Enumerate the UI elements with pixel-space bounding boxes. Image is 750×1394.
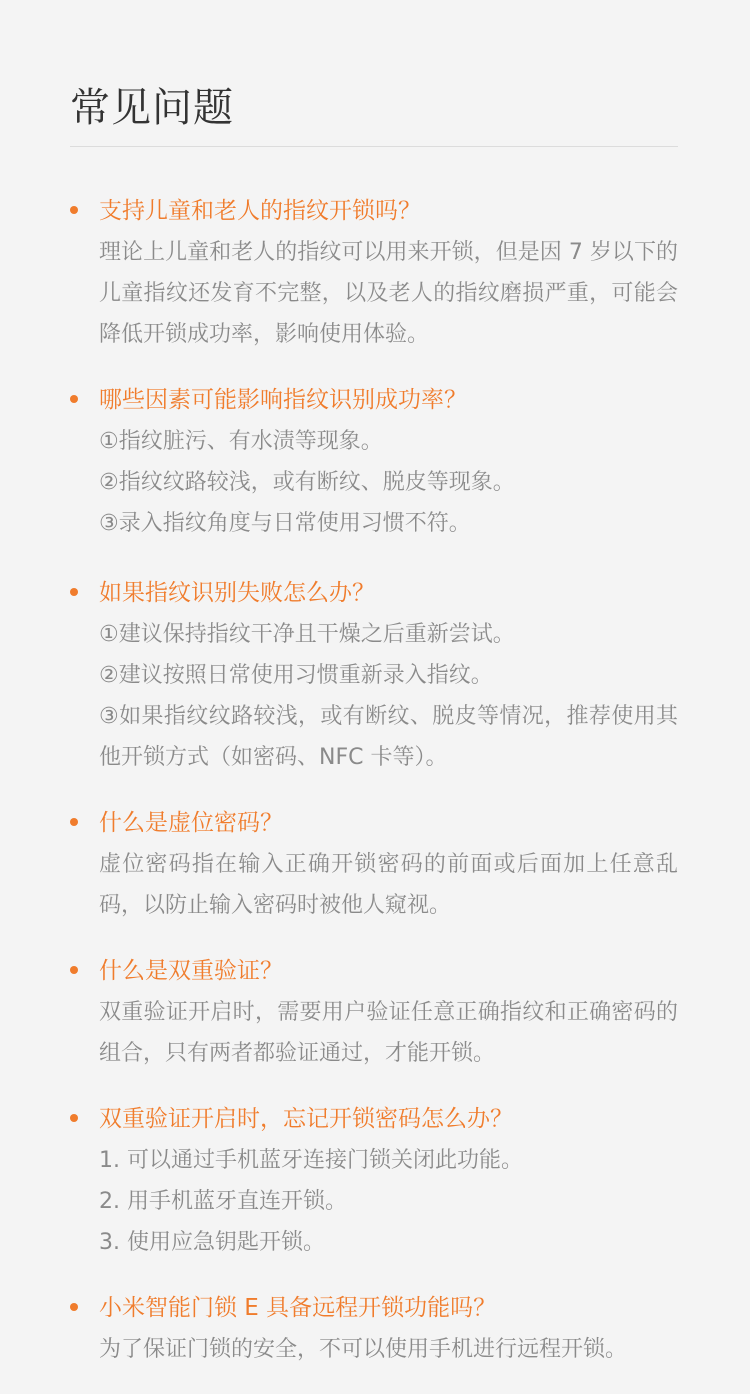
faq-item — [70, 950, 678, 1074]
faq-question: 双重验证开启时，忘记开锁密码怎么办？ — [99, 1106, 513, 1132]
faq-item — [70, 802, 678, 926]
bullet-icon — [70, 206, 78, 214]
faq-answer-line: 2. 用手机蓝牙直连开锁。 — [99, 1189, 347, 1214]
faq-item — [70, 379, 678, 544]
faq-item — [70, 1098, 678, 1263]
faq-item — [70, 572, 678, 778]
faq-question: 小米智能门锁 E 具备远程开锁功能吗？ — [99, 1295, 497, 1321]
bullet-icon — [70, 966, 78, 974]
faq-item — [70, 1287, 678, 1370]
faq-answer-line: ②建议按照日常使用习惯重新录入指纹。 — [99, 663, 493, 688]
faq-answer: 双重验证开启时，需要用户验证任意正确指纹和正确密码的组合，只有两者都验证通过，才能开锁。 — [99, 1000, 678, 1066]
faq-answer-line: ①指纹脏污、有水渍等现象。 — [99, 429, 383, 454]
faq-answer-line: ③录入指纹角度与日常使用习惯不符。 — [99, 511, 471, 536]
faq-question: 哪些因素可能影响指纹识别成功率？ — [99, 387, 467, 413]
bullet-icon — [70, 818, 78, 826]
faq-list — [70, 190, 678, 1394]
title-divider — [70, 146, 678, 147]
bullet-icon — [70, 395, 78, 403]
faq-answer-line: ②指纹纹路较浅，或有断纹、脱皮等现象。 — [99, 470, 515, 495]
page-title: 常见问题 — [70, 85, 234, 131]
faq-question: 如果指纹识别失败怎么办？ — [99, 580, 375, 606]
bullet-icon — [70, 588, 78, 596]
faq-question: 什么是双重验证？ — [99, 958, 283, 984]
faq-answer: 虚位密码指在输入正确开锁密码的前面或后面加上任意乱码，以防止输入密码时被他人窥视。 — [99, 852, 678, 918]
bullet-icon — [70, 1114, 78, 1122]
faq-answer: 为了保证门锁的安全，不可以使用手机进行远程开锁。 — [99, 1337, 628, 1362]
faq-answer-line: 3. 使用应急钥匙开锁。 — [99, 1230, 325, 1255]
faq-answer-line: 1. 可以通过手机蓝牙连接门锁关闭此功能。 — [99, 1148, 523, 1173]
faq-answer-line: ①建议保持指纹干净且干燥之后重新尝试。 — [99, 622, 515, 647]
faq-question: 什么是虚位密码？ — [99, 810, 283, 836]
bullet-icon — [70, 1303, 78, 1311]
faq-question: 支持儿童和老人的指纹开锁吗？ — [99, 198, 421, 224]
faq-answer-line: ③如果指纹纹路较浅，或有断纹、脱皮等情况，推荐使用其他开锁方式（如密码、NFC 卡等）。 — [99, 704, 678, 770]
faq-item — [70, 190, 678, 355]
faq-answer: 理论上儿童和老人的指纹可以用来开锁，但是因 7 岁以下的儿童指纹还发育不完整，以及老人的指纹磨损严重，可能会降低开锁成功率，影响使用体验。 — [99, 240, 678, 347]
